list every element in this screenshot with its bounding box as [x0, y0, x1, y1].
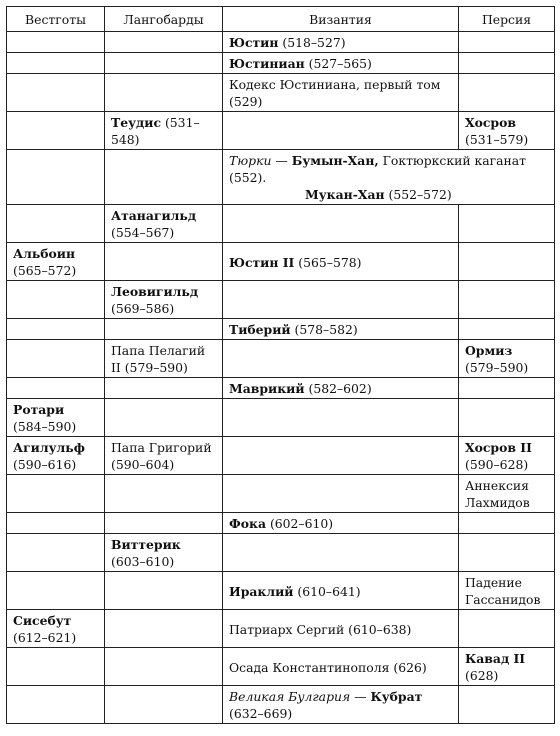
cell-bold-name: Юстин: [229, 35, 279, 50]
cell-persia: [459, 534, 555, 572]
cell-lombards: [105, 340, 223, 378]
cell-dash: —: [350, 689, 371, 704]
cell-bold-name: Юстиниан: [229, 56, 305, 71]
header-lombards: Лангобарды: [105, 7, 223, 32]
table-row: [7, 243, 555, 281]
cell-byzantium: [223, 32, 459, 53]
cell-byzantium: [223, 648, 459, 686]
cell-persia: [459, 572, 555, 610]
table-row: [7, 340, 555, 378]
cell-lombards: [105, 648, 223, 686]
cell-byzantium: [223, 437, 459, 475]
cell-byzantium: [223, 340, 459, 378]
cell-text: (610–641): [293, 583, 361, 599]
cell-text: (579–590): [465, 360, 529, 375]
cell-visigoths: [7, 686, 105, 724]
cell-text: (612–621): [13, 630, 77, 645]
cell-persia: [459, 610, 555, 648]
cell-byzantium: [223, 513, 459, 534]
cell-lombards: [105, 243, 223, 281]
cell-persia: [459, 648, 555, 686]
cell-persia: [459, 378, 555, 399]
cell-lombards: [105, 74, 223, 112]
cell-lombards: [105, 686, 223, 724]
cell-text: (590–616): [13, 457, 77, 472]
cell-visigoths: [7, 399, 105, 437]
cell-persia: [459, 686, 555, 724]
cell-bold-name: Бумын-Хан,: [291, 153, 379, 168]
cell-visigoths: [7, 572, 105, 610]
cell-text: (531–548): [111, 115, 200, 147]
cell-bold-name: Ормиз: [465, 343, 513, 358]
cell-byzantium: [223, 378, 459, 399]
cell-text: (628): [465, 668, 499, 683]
cell-lombards: [105, 112, 223, 150]
wide-line-2: [223, 186, 552, 203]
cell-bold-name: Альбоин: [13, 246, 76, 261]
cell-dash: —: [271, 153, 292, 168]
cell-persia: [459, 205, 555, 243]
cell-bold-name: Ротари: [13, 402, 65, 417]
header-byzantium: Византия: [223, 7, 459, 32]
cell-visigoths: [7, 243, 105, 281]
cell-bold-name: Хосров: [465, 115, 516, 130]
chronology-table-wrapper: [6, 6, 555, 724]
cell-text: Гоктюркский каганат (552).: [229, 153, 527, 185]
cell-bold-name: Виттерик: [111, 537, 181, 552]
cell-bold-name: Кавад II: [465, 651, 526, 666]
cell-text: (603–610): [111, 554, 175, 569]
cell-persia: [459, 437, 555, 475]
cell-byzantium: [223, 572, 459, 610]
cell-lombards: [105, 281, 223, 319]
cell-visigoths: [7, 74, 105, 112]
cell-visigoths: [7, 319, 105, 340]
table-row: [7, 610, 555, 648]
cell-lombards: [105, 437, 223, 475]
cell-byzantium: [223, 686, 459, 724]
cell-lombards: [105, 150, 223, 205]
cell-visigoths: [7, 112, 105, 150]
cell-visigoths: [7, 205, 105, 243]
cell-persia: [459, 53, 555, 74]
cell-lombards: [105, 534, 223, 572]
cell-persia: [459, 243, 555, 281]
cell-lombards: [105, 205, 223, 243]
cell-bold-name: Фока: [229, 516, 266, 531]
cell-lombards: [105, 32, 223, 53]
cell-bold-name: Мукан-Хан: [305, 187, 385, 202]
cell-text: (565–578): [294, 254, 362, 270]
cell-visigoths: [7, 610, 105, 648]
cell-text: (518–527): [278, 35, 346, 50]
table-row: [7, 112, 555, 150]
table-row: [7, 437, 555, 475]
cell-text: (602–610): [266, 516, 334, 531]
chronology-table: [6, 6, 555, 724]
cell-italic-text: Тюрки: [229, 153, 272, 168]
cell-byzantium: [223, 281, 459, 319]
cell-visigoths: [7, 513, 105, 534]
cell-visigoths: [7, 475, 105, 513]
cell-visigoths: [7, 53, 105, 74]
table-row: [7, 534, 555, 572]
cell-lombards: [105, 378, 223, 399]
cell-persia: [459, 399, 555, 437]
cell-text: (590–628): [465, 457, 529, 472]
cell-byzantium: [223, 399, 459, 437]
cell-bold-name: Атанагильд: [111, 208, 197, 223]
cell-text: Папа Григорий (590–604): [111, 440, 212, 472]
header-persia: Персия: [459, 7, 555, 32]
cell-lombards: [105, 513, 223, 534]
cell-text: (527–565): [304, 56, 372, 71]
cell-lombards: [105, 572, 223, 610]
cell-lombards: [105, 319, 223, 340]
cell-byzantium-persia-wide: [223, 150, 555, 205]
table-row: [7, 53, 555, 74]
cell-text: (569–586): [111, 301, 175, 316]
cell-bold-name: Хосров II: [465, 440, 532, 455]
table-row: [7, 205, 555, 243]
cell-text: (554–567): [111, 225, 175, 240]
cell-persia: [459, 513, 555, 534]
cell-text: Осада Константинополя (626): [229, 659, 427, 675]
table-row: [7, 281, 555, 319]
cell-byzantium: [223, 610, 459, 648]
cell-persia: [459, 74, 555, 112]
table-row: [7, 399, 555, 437]
cell-text: (578–582): [290, 322, 358, 337]
cell-bold-name: Кубрат: [370, 689, 423, 704]
cell-bold-name: Агилульф: [13, 440, 85, 455]
cell-byzantium: [223, 319, 459, 340]
table-row: [7, 475, 555, 513]
table-row: [7, 32, 555, 53]
table-body: [7, 32, 555, 724]
cell-text: (565–572): [13, 263, 77, 278]
cell-byzantium: [223, 53, 459, 74]
cell-byzantium: [223, 74, 459, 112]
cell-lombards: [105, 53, 223, 74]
table-row: [7, 648, 555, 686]
header-visigoths: Вестготы: [7, 7, 105, 32]
cell-text: (552–572): [384, 187, 452, 202]
cell-bold-name: Тиберий: [229, 322, 291, 337]
cell-text: (582–602): [304, 381, 372, 396]
cell-visigoths: [7, 378, 105, 399]
cell-visigoths: [7, 648, 105, 686]
cell-byzantium: [223, 475, 459, 513]
cell-bold-name: Сисебут: [13, 613, 72, 628]
cell-bold-name: Юстин II: [229, 254, 295, 270]
cell-visigoths: [7, 150, 105, 205]
cell-byzantium: [223, 205, 459, 243]
cell-lombards: [105, 399, 223, 437]
table-row: [7, 378, 555, 399]
table-row: [7, 74, 555, 112]
cell-lombards: [105, 610, 223, 648]
header-row: [7, 7, 555, 32]
cell-visigoths: [7, 32, 105, 53]
cell-visigoths: [7, 340, 105, 378]
cell-lombards: [105, 475, 223, 513]
cell-bold-name: Ираклий: [229, 583, 294, 599]
cell-byzantium: [223, 243, 459, 281]
cell-text: Падение Гассанидов: [465, 575, 541, 607]
cell-text: Аннексия Лахмидов: [465, 478, 530, 510]
cell-visigoths: [7, 534, 105, 572]
wide-line-1: [223, 152, 552, 186]
table-row: [7, 319, 555, 340]
cell-bold-name: Теудис: [111, 115, 162, 130]
cell-text: (584–590): [13, 419, 77, 434]
cell-text: Кодекс Юстиниана, первый том (529): [229, 77, 441, 109]
cell-persia: [459, 112, 555, 150]
cell-persia: [459, 340, 555, 378]
table-row: [7, 513, 555, 534]
cell-bold-name: Леовигильд: [111, 284, 199, 299]
cell-persia: [459, 281, 555, 319]
table-row: [7, 150, 555, 205]
table-row: [7, 686, 555, 724]
cell-visigoths: [7, 437, 105, 475]
cell-text: Патриарх Сергий (610–638): [229, 621, 412, 637]
cell-persia: [459, 32, 555, 53]
cell-italic-text: Великая Булгария: [229, 689, 351, 704]
table-row: [7, 572, 555, 610]
cell-text: Папа Пелагий II (579–590): [111, 343, 206, 375]
cell-visigoths: [7, 281, 105, 319]
cell-bold-name: Маврикий: [229, 381, 305, 396]
cell-persia: [459, 319, 555, 340]
cell-byzantium: [223, 112, 459, 150]
cell-text: (632–669): [229, 706, 293, 721]
cell-text: (531–579): [465, 132, 529, 147]
cell-byzantium: [223, 534, 459, 572]
cell-persia: [459, 475, 555, 513]
